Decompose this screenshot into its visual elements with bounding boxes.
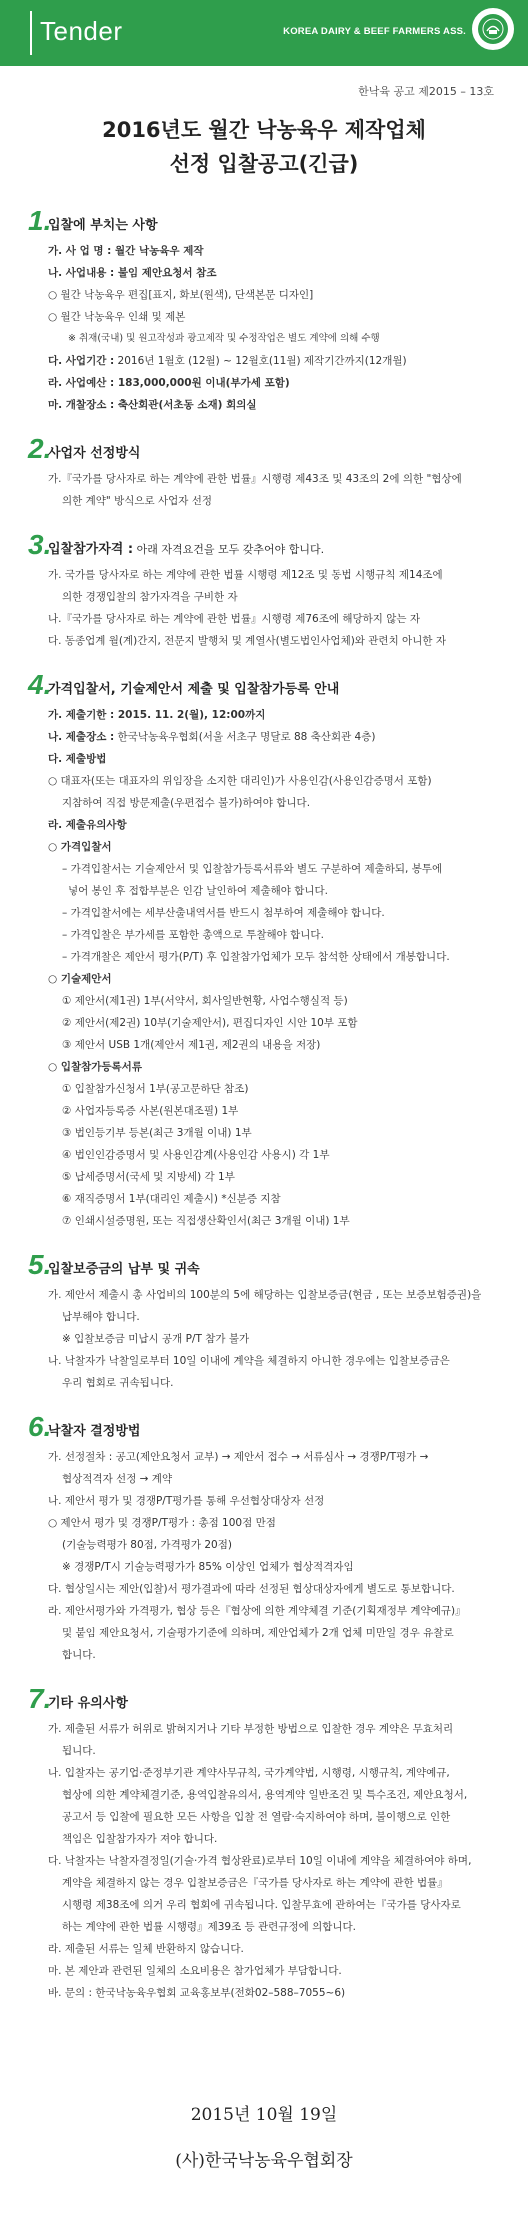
title-line-1: 2016년도 월간 낙농육우 제작업체 xyxy=(102,118,426,142)
item-value: 한국낙농육우협회(서울 서초구 명달로 88 축산회관 4층) xyxy=(114,731,376,743)
section-7 xyxy=(28,1683,498,2004)
section-title: 기타 유의사항 xyxy=(48,1696,128,1711)
section-subtitle: 아래 자격요건을 모두 갖추어야 합니다. xyxy=(133,543,325,556)
numbered-item: ③ 제안서 USB 1개(제안서 제1권, 제2권의 내용을 저장) xyxy=(62,1039,321,1051)
item-c: 다. 동종업계 월(계)간지, 전문지 발행처 및 계열사(별도법인사업체)와 관련치 아니한 자 xyxy=(48,635,446,647)
sub-item: ○ 월간 낙농육우 편집[표지, 화보(원색), 단색본문 디자인] xyxy=(48,289,314,301)
item-f: 바. 문의 : 한국낙농육우협회 교육홍보부(전화02–588–7055~6) xyxy=(48,1987,346,1999)
org-english-name: KOREA DAIRY & BEEF FARMERS ASS. xyxy=(283,26,466,37)
notice-body xyxy=(0,205,528,2004)
sub-item-cont: 지참하여 직접 방문제출(우편접수 불가)하여야 합니다. xyxy=(62,797,311,809)
item-b: 나. 사업내용 : 불임 제안요청서 참조 xyxy=(48,267,217,279)
note-item: ※ 취재(국내) 및 원고작성과 광고제작 및 수정작업은 별도 계약에 의해 수행 xyxy=(68,333,380,344)
item-a: 가. 제안서 제출시 총 사업비의 100분의 5에 해당하는 입찰보증금(현금 , 또는 보증보험증권)을 xyxy=(48,1289,482,1301)
sub-item-cont: (기술능력평가 80점, 가격평가 20점) xyxy=(62,1539,232,1551)
item-a: 가. 제출기한 : 2015. 11. 2(월), 12:00까지 xyxy=(48,709,266,721)
section-title: 입찰참가자격 : xyxy=(48,542,134,557)
dash-item: – 가격개찰은 제안서 평가(P/T) 후 입찰참가업체가 모두 참석한 상태에서 개봉합니다. xyxy=(62,951,450,963)
item-d: 라. 제안서평가와 가격평가, 협상 등은『협상에 의한 계약체결 기준(기획재정부 계약예규)』 xyxy=(48,1605,466,1617)
item-c-cont: 계약을 체결하지 않는 경우 입찰보증금은『국가를 당사자로 하는 계약에 관한 법률』 xyxy=(62,1877,448,1889)
item-a: 가.『국가를 당사자로 하는 계약에 관한 법률』시행령 제43조 및 43조의 2에 의한 "협상에 xyxy=(48,473,462,485)
numbered-item: ② 사업자등록증 사본(원본대조필) 1부 xyxy=(62,1105,239,1117)
header-banner xyxy=(0,0,528,66)
item-d-cont: 및 붙임 제안요청서, 기술평가기준에 의하며, 제안업체가 2개 업체 미만일 경우 유찰로 xyxy=(62,1627,454,1639)
section-number: 5. xyxy=(28,1249,52,1280)
item-a-cont: 됩니다. xyxy=(62,1745,96,1757)
item-a: 가. 사 업 명 : 월간 낙농육우 제작 xyxy=(48,245,204,257)
note-item: ※ 경쟁P/T시 기술능력평가가 85% 이상인 업체가 협상적격자임 xyxy=(62,1561,354,1573)
section-title: 낙찰자 결정방법 xyxy=(48,1424,141,1439)
item-b-cont: 공고서 등 입찰에 필요한 모든 사항을 입찰 전 열람·숙지하여야 하며, 불이행으로 인한 xyxy=(62,1811,451,1823)
item-value: 2016년 1월호 (12월) ~ 12월호(11월) 제작기간까지(12개월) xyxy=(114,355,407,367)
section-title: 입찰보증금의 납부 및 귀속 xyxy=(48,1262,200,1277)
item-e: 마. 본 제안과 관련된 일체의 소요비용은 참가업체가 부담합니다. xyxy=(48,1965,342,1977)
section-title: 가격입찰서, 기술제안서 제출 및 입찰참가등록 안내 xyxy=(48,682,340,697)
item-label: 나. 제출장소 : xyxy=(48,731,115,743)
item-c xyxy=(28,350,498,372)
item-b: 나. 낙찰자가 낙찰일로부터 10일 이내에 계약을 체결하지 아니한 경우에는 입찰보증금은 xyxy=(48,1355,450,1367)
section-5 xyxy=(28,1249,498,1394)
section-1 xyxy=(28,205,498,416)
dash-item: – 가격입찰서는 기술제안서 및 입찰참가등록서류와 별도 구분하여 제출하되, 봉투에 xyxy=(62,863,443,875)
item-c-cont: 시행령 제38조에 의거 우리 협회에 귀속됩니다. 입찰무효에 관하여는『국가를 당사자로 xyxy=(62,1899,461,1911)
note-item: ※ 입찰보증금 미납시 공개 P/T 참가 불가 xyxy=(62,1333,250,1345)
section-number: 3. xyxy=(28,529,52,560)
item-b xyxy=(28,726,498,748)
numbered-item: ⑥ 재직증명서 1부(대리인 제출시) *신분증 지참 xyxy=(62,1193,281,1205)
footer-org: (사)한국낙농육우협회장 xyxy=(175,2151,353,2171)
item-b-cont: 책임은 입찰참가자가 져야 합니다. xyxy=(62,1833,218,1845)
brand-title: Tender xyxy=(40,16,123,46)
section-3 xyxy=(28,529,498,652)
item-a-cont: 협상적격자 선정 → 계약 xyxy=(62,1473,173,1485)
group-title: ○ 기술제안서 xyxy=(48,973,112,985)
dash-item: – 가격입찰은 부가세를 포함한 총액으로 투찰해야 합니다. xyxy=(62,929,324,941)
item-a: 가. 국가를 당사자로 하는 계약에 관한 법률 시행령 제12조 및 동법 시행규칙 제14조에 xyxy=(48,569,443,581)
item-b: 나. 입찰자는 공기업·준정부기관 계약사무규칙, 국가계약법, 시행령, 시행규칙, 계약예규, xyxy=(48,1767,450,1779)
item-c: 다. 제출방법 xyxy=(48,753,107,765)
section-2 xyxy=(28,433,498,512)
item-label: 다. 사업기간 : xyxy=(48,355,115,367)
numbered-item: ⑦ 인쇄시설증명원, 또는 직접생산확인서(최근 3개월 이내) 1부 xyxy=(62,1215,350,1227)
dash-item: – 가격입찰서에는 세부산출내역서를 반드시 첨부하여 제출해야 합니다. xyxy=(62,907,385,919)
item-a-cont: 의한 경쟁입찰의 참가자격을 구비한 자 xyxy=(62,591,238,603)
numbered-item: ① 입찰참가신청서 1부(공고문하단 참조) xyxy=(62,1083,249,1095)
section-number: 2. xyxy=(28,433,52,464)
section-number: 1. xyxy=(28,205,52,236)
item-c: 다. 낙찰자는 낙찰자결정일(기술·가격 협상완료)로부터 10일 이내에 계약을 체결하여야 하며, xyxy=(48,1855,472,1867)
numbered-item: ⑤ 납세증명서(국세 및 지방세) 각 1부 xyxy=(62,1171,235,1183)
section-4 xyxy=(28,669,498,1232)
section-number: 7. xyxy=(28,1683,52,1714)
item-a: 가. 제출된 서류가 허위로 밝혀지거나 기타 부정한 방법으로 입찰한 경우 계약은 무효처리 xyxy=(48,1723,454,1735)
section-number: 6. xyxy=(28,1411,52,1442)
item-b: 나. 제안서 평가 및 경쟁P/T평가를 통해 우선협상대상자 선정 xyxy=(48,1495,325,1507)
section-number: 4. xyxy=(28,669,52,700)
association-seal-icon xyxy=(472,8,514,50)
numbered-item: ③ 법인등기부 등본(최근 3개월 이내) 1부 xyxy=(62,1127,252,1139)
item-d: 라. 사업예산 : 183,000,000원 이내(부가세 포함) xyxy=(48,377,290,389)
section-title: 입찰에 부치는 사항 xyxy=(48,218,158,233)
group-title: ○ 가격입찰서 xyxy=(48,841,112,853)
item-d-cont: 합니다. xyxy=(62,1649,96,1661)
item-b-cont: 우리 협회로 귀속됩니다. xyxy=(62,1377,174,1389)
item-a: 가. 선정절차 : 공고(제안요청서 교부) → 제안서 접수 → 서류심사 → 경쟁P/T평가 → xyxy=(48,1451,429,1463)
item-e: 마. 개찰장소 : 축산회관(서초동 소재) 회의실 xyxy=(48,399,257,411)
item-b-cont: 협상에 의한 계약체결기준, 용역입찰유의서, 용역계약 일반조건 및 특수조건, 제안요청서, xyxy=(62,1789,468,1801)
notice-number: 한낙육 공고 제2015 – 13호 xyxy=(358,85,494,98)
numbered-item: ① 제안서(제1권) 1부(서약서, 회사일반현황, 사업수행실적 등) xyxy=(62,995,348,1007)
numbered-item: ④ 법인인감증명서 및 사용인감계(사용인감 사용시) 각 1부 xyxy=(62,1149,330,1161)
section-6 xyxy=(28,1411,498,1666)
item-a-cont: 의한 계약" 방식으로 사업자 선정 xyxy=(62,495,213,507)
footer-date: 2015년 10월 19일 xyxy=(190,2105,338,2125)
item-d: 라. 제출유의사항 xyxy=(48,819,127,831)
item-d: 라. 제출된 서류는 일체 반환하지 않습니다. xyxy=(48,1943,244,1955)
section-title: 사업자 선정방식 xyxy=(48,446,141,461)
title-line-2: 선정 입찰공고(긴급) xyxy=(169,152,359,176)
sub-item: ○ 제안서 평가 및 경쟁P/T평가 : 총점 100점 만점 xyxy=(48,1517,276,1529)
sub-item: ○ 월간 낙농육우 인쇄 및 제본 xyxy=(48,311,186,323)
group-title: ○ 입찰참가등록서류 xyxy=(48,1061,142,1073)
numbered-item: ② 제안서(제2권) 10부(기술제안서), 편집디자인 시안 10부 포함 xyxy=(62,1017,358,1029)
item-b: 나.『국가를 당사자로 하는 계약에 관한 법률』시행령 제76조에 해당하지 않는 자 xyxy=(48,613,421,625)
item-a-cont: 납부해야 합니다. xyxy=(62,1311,140,1323)
item-c: 다. 협상일시는 제안(입찰)서 평가결과에 따라 선정된 협상대상자에게 별도로 통보합니다. xyxy=(48,1583,455,1595)
sub-item: ○ 대표자(또는 대표자의 위임장을 소지한 대리인)가 사용인감(사용인감증명서 포함) xyxy=(48,775,432,787)
page-title xyxy=(0,113,528,181)
dash-item-cont: 넣어 봉인 후 접합부분은 인감 날인하여 제출해야 합니다. xyxy=(68,885,328,897)
item-c-cont: 하는 계약에 관한 법률 시행령』제39조 등 관련규정에 의합니다. xyxy=(62,1921,356,1933)
header-divider xyxy=(30,11,32,55)
